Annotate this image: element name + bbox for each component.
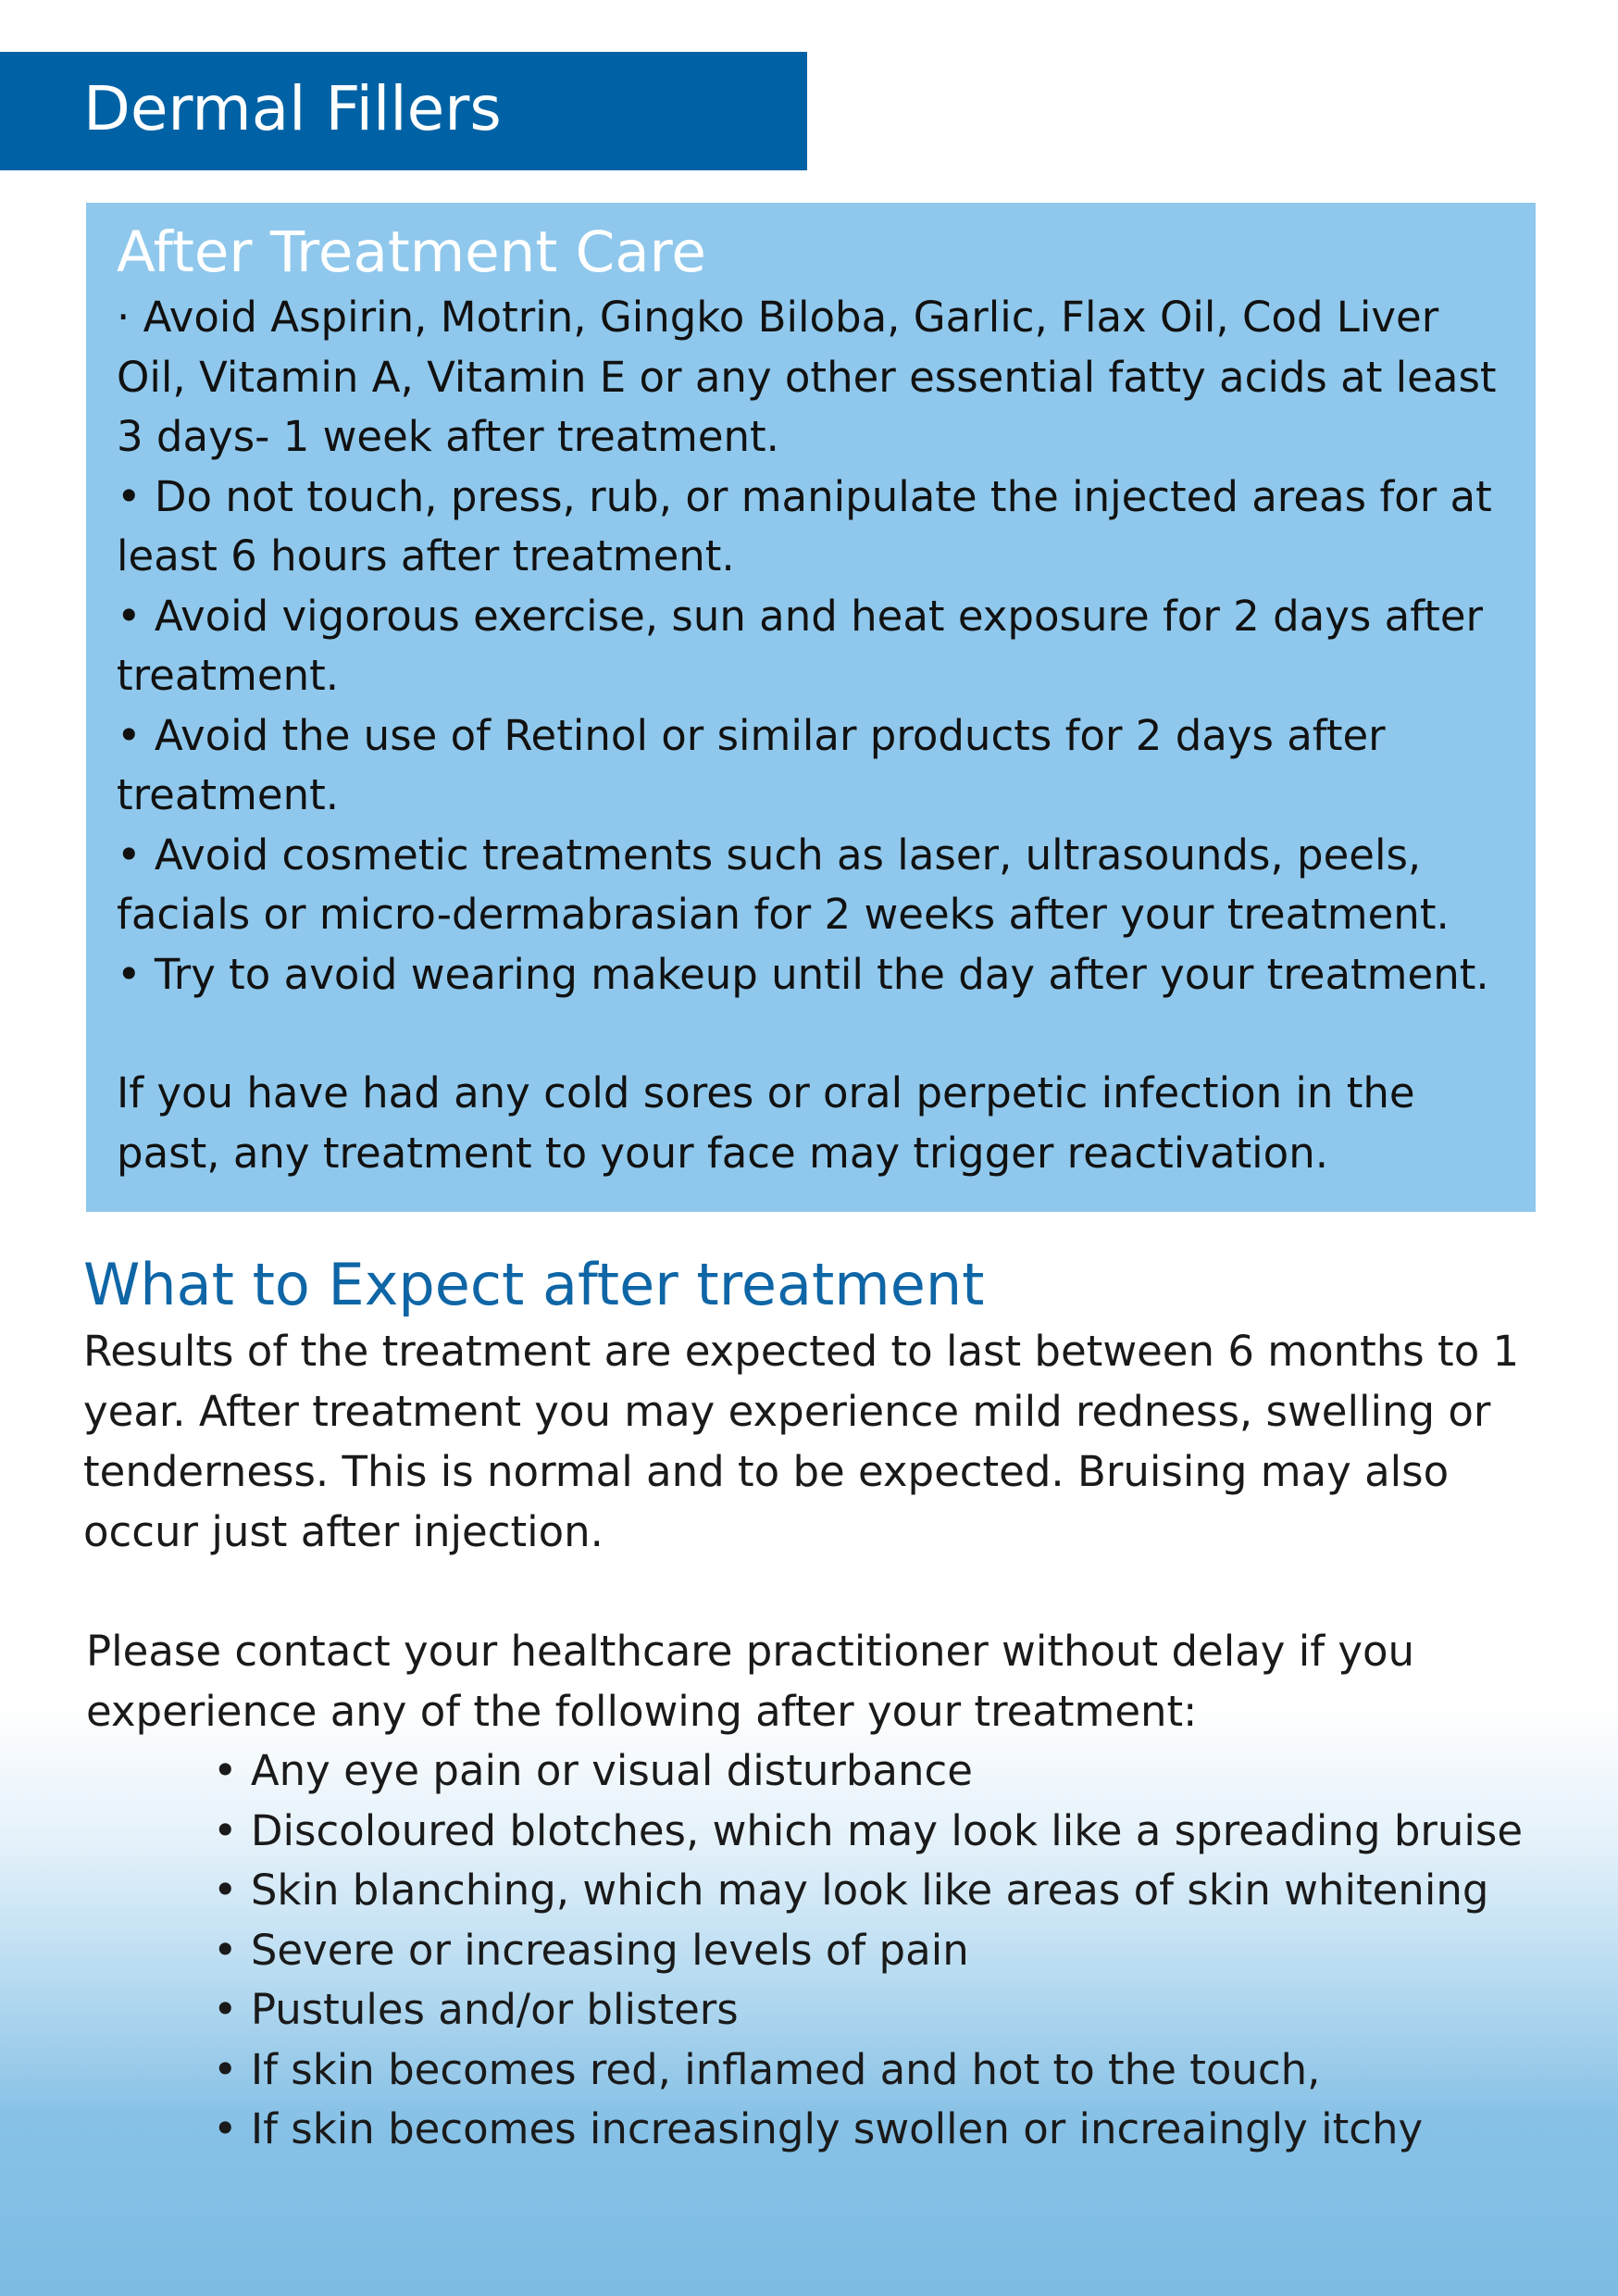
care-line: · Avoid Aspirin, Motrin, Gingko Biloba, Garlic, Flax Oil, Cod Liver (117, 293, 1439, 342)
care-line: • Avoid the use of Retinol or similar products for 2 days after (117, 710, 1386, 760)
care-line: • Avoid cosmetic treatments such as laser, ultrasounds, peels, (117, 830, 1422, 880)
care-list (117, 288, 1517, 1004)
note-line: If you have had any cold sores or oral perpetic infection in the (117, 1068, 1415, 1117)
care-line: facials or micro-dermabrasian for 2 weeks after your treatment. (117, 890, 1450, 939)
warning-item: • Discoloured blotches, which may look like a spreading bruise (213, 1805, 1524, 1855)
warning-item: • If skin becomes increasingly swollen or increaingly itchy (213, 2104, 1424, 2153)
warning-item: • If skin becomes red, inflamed and hot to the touch, (213, 2044, 1321, 2094)
note-line: past, any treatment to your face may trigger reactivation. (117, 1128, 1329, 1178)
care-line: treatment. (117, 770, 340, 819)
expect-line: year. After treatment you may experience mild redness, swelling or (83, 1387, 1491, 1436)
title-banner (0, 52, 807, 170)
warning-item: • Skin blanching, which may look like areas of skin whitening (213, 1866, 1489, 1915)
after-treatment-care-box (86, 203, 1536, 1212)
page-title: Dermal Fillers (83, 73, 502, 144)
expect-heading: What to Expect after treatment (83, 1251, 985, 1318)
care-line: Oil, Vitamin A, Vitamin E or any other essential fatty acids at least (117, 352, 1497, 402)
warning-signs-list (213, 1741, 1523, 2160)
care-line: least 6 hours after treatment. (117, 531, 735, 580)
care-line: • Do not touch, press, rub, or manipulate the injected areas for at (117, 471, 1492, 521)
expect-paragraph (83, 1321, 1564, 1562)
contact-intro (86, 1622, 1567, 1741)
expect-line: tenderness. This is normal and to be expected. Bruising may also (83, 1447, 1450, 1496)
care-line: 3 days- 1 week after treatment. (117, 412, 779, 461)
contact-line: experience any of the following after your treatment: (86, 1686, 1198, 1736)
warning-item: • Severe or increasing levels of pain (213, 1925, 969, 1975)
care-line: • Try to avoid wearing makeup until the day after your treatment. (117, 949, 1489, 999)
contact-line: Please contact your healthcare practitioner without delay if you (86, 1627, 1415, 1676)
warning-item: • Pustules and/or blisters (213, 1985, 739, 2034)
care-heading: After Treatment Care (117, 219, 706, 285)
expect-line: occur just after injection. (83, 1507, 604, 1556)
cold-sores-note (117, 1064, 1517, 1183)
care-line: • Avoid vigorous exercise, sun and heat exposure for 2 days after (117, 591, 1484, 641)
warning-item: • Any eye pain or visual disturbance (213, 1746, 973, 1795)
expect-line: Results of the treatment are expected to last between 6 months to 1 (83, 1327, 1520, 1376)
care-line: treatment. (117, 651, 340, 700)
